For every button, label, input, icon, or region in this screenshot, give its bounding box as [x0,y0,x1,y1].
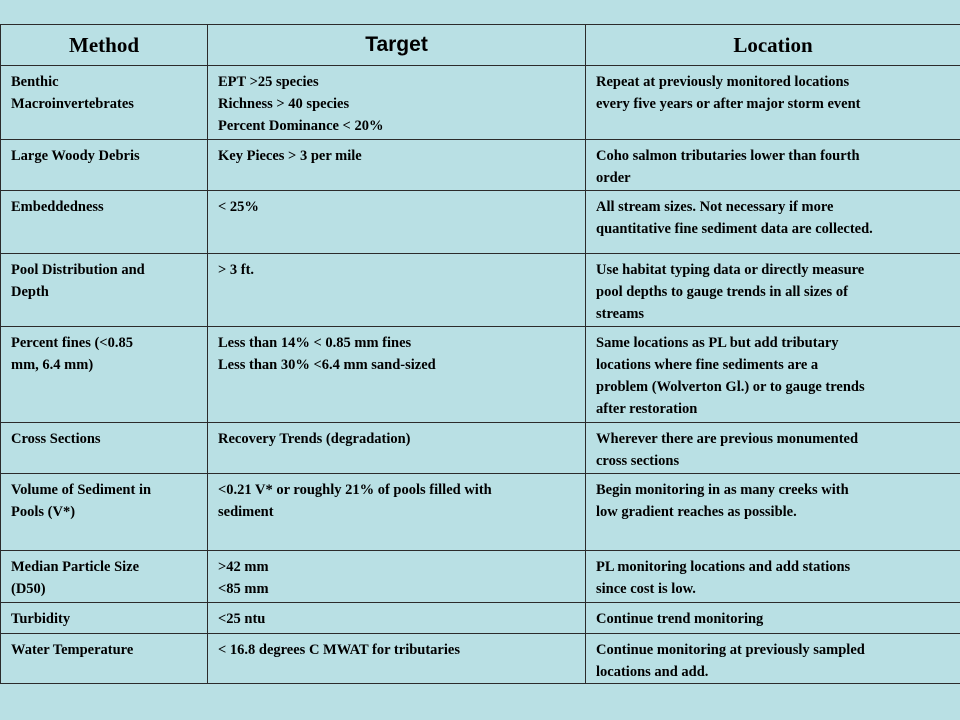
location-line: Continue monitoring at previously sampled [596,642,865,658]
table-row [1,603,960,634]
cell-target [208,191,586,254]
table-body [1,66,960,684]
location-line: streams [596,306,645,322]
table-row [1,66,960,140]
header-method: Method [1,25,208,66]
target-line: Less than 14% < 0.85 mm fines [218,335,412,351]
target-line: <25 ntu [218,611,266,627]
target-line: >42 mm [218,559,269,575]
cell-method [1,603,208,634]
cell-location [586,474,960,551]
cell-target [208,474,586,551]
table-row [1,634,960,684]
location-line: every five years or after major storm event [596,96,861,112]
method-line: Median Particle Size [11,559,140,575]
cell-target [208,140,586,191]
cell-method [1,191,208,254]
method-line: Volume of Sediment in [11,482,152,498]
cell-location [586,423,960,474]
table-header-row [1,25,960,66]
table-row [1,423,960,474]
location-line: since cost is low. [596,581,696,597]
cell-target [208,551,586,603]
method-line: mm, 6.4 mm) [11,357,94,373]
header-target: Target [208,25,586,66]
cell-location [586,66,960,140]
top-margin-band [0,0,960,24]
target-line: <85 mm [218,581,269,597]
table-row [1,474,960,551]
location-line: Repeat at previously monitored locations [596,74,850,90]
table-row [1,140,960,191]
cell-location [586,603,960,634]
method-line: Macroinvertebrates [11,96,134,112]
target-line: < 16.8 degrees C MWAT for tributaries [218,642,460,658]
location-line: Use habitat typing data or directly measure [596,262,865,278]
cell-target [208,254,586,327]
cell-method [1,551,208,603]
location-line: PL monitoring locations and add stations [596,559,851,575]
location-line: problem (Wolverton Gl.) or to gauge trends [596,379,865,395]
location-line: cross sections [596,453,680,469]
target-line: Key Pieces > 3 per mile [218,148,362,164]
location-line: after restoration [596,401,698,417]
cell-method [1,474,208,551]
method-line: (D50) [11,581,46,597]
method-line: Embeddedness [11,199,104,215]
location-line: Begin monitoring in as many creeks with [596,482,849,498]
cell-location [586,551,960,603]
cell-method [1,634,208,684]
cell-target [208,634,586,684]
target-line: sediment [218,504,274,520]
table-row [1,327,960,423]
cell-location [586,191,960,254]
location-line: Coho salmon tributaries lower than fourth [596,148,860,164]
target-line: <0.21 V* or roughly 21% of pools filled with [218,482,492,498]
method-line: Pool Distribution and [11,262,145,278]
location-line: locations and add. [596,664,709,680]
cell-target [208,327,586,423]
cell-location [586,254,960,327]
method-line: Water Temperature [11,642,134,658]
location-line: Same locations as PL but add tributary [596,335,839,351]
cell-method [1,66,208,140]
location-line: order [596,170,631,186]
cell-location [586,140,960,191]
cell-location [586,634,960,684]
target-line: > 3 ft. [218,262,255,278]
cell-target [208,423,586,474]
target-line: Richness > 40 species [218,96,350,112]
target-line: Less than 30% <6.4 mm sand-sized [218,357,436,373]
location-line: low gradient reaches as possible. [596,504,797,520]
method-line: Large Woody Debris [11,148,140,164]
location-line: pool depths to gauge trends in all sizes of [596,284,848,300]
cell-method [1,140,208,191]
method-line: Turbidity [11,611,71,627]
method-line: Depth [11,284,49,300]
target-line: Recovery Trends (degradation) [218,431,411,447]
table-row [1,254,960,327]
cell-location [586,327,960,423]
target-line: EPT >25 species [218,74,319,90]
table-row [1,191,960,254]
method-line: Benthic [11,74,59,90]
monitoring-methods-table [0,24,960,684]
method-line: Cross Sections [11,431,101,447]
location-line: quantitative fine sediment data are collected. [596,221,873,237]
table-row [1,551,960,603]
location-line: All stream sizes. Not necessary if more [596,199,834,215]
cell-method [1,254,208,327]
cell-target [208,603,586,634]
cell-method [1,423,208,474]
cell-target [208,66,586,140]
method-line: Pools (V*) [11,504,76,520]
method-line: Percent fines (<0.85 [11,335,133,351]
header-location: Location [586,25,960,66]
location-line: Wherever there are previous monumented [596,431,859,447]
target-line: Percent Dominance < 20% [218,118,384,134]
location-line: Continue trend monitoring [596,611,764,627]
location-line: locations where fine sediments are a [596,357,819,373]
target-line: < 25% [218,199,259,215]
cell-method [1,327,208,423]
